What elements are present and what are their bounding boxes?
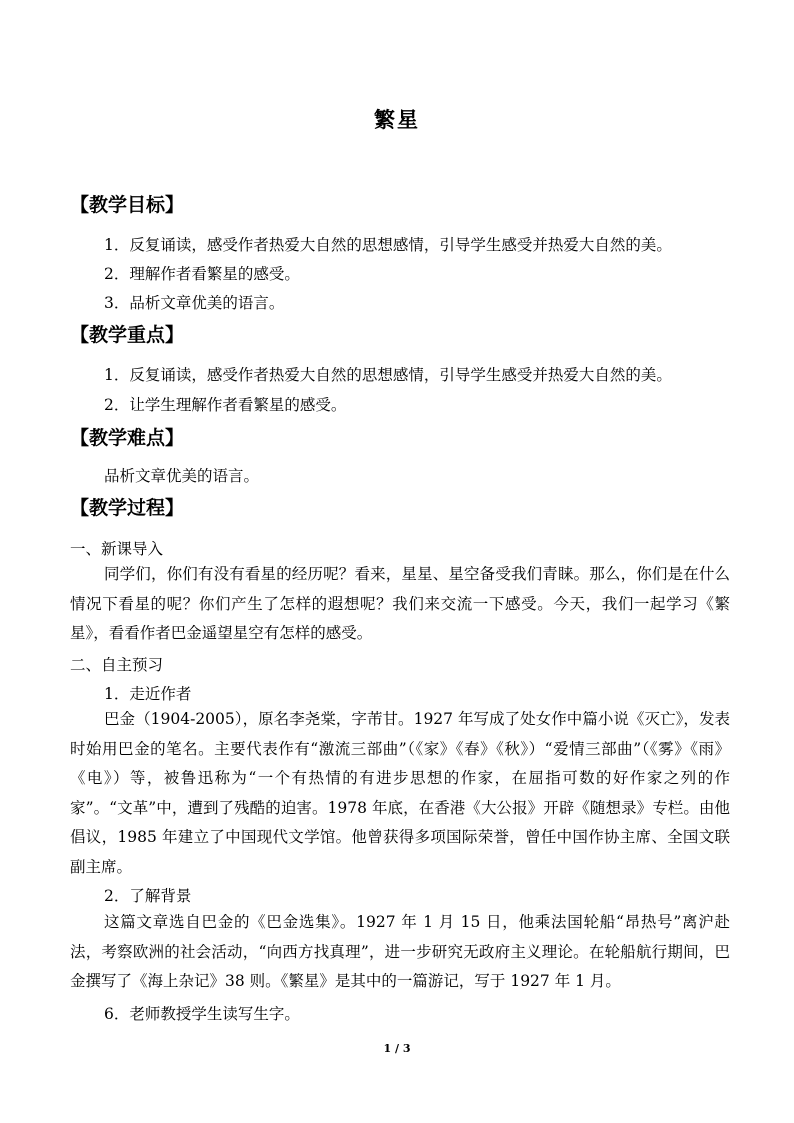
sub1-paragraph: 巴金（1904-2005），原名李尧棠，字芾甘。1927 年写成了处女作中篇小说《灭亡》，发表时始用巴金的笔名。主要代表作有“激流三部曲”（《家》《春》《秋》）“爱情三部曲”（《雾》《雨》《电》）等，被鲁迅称为“一个有热情的有进步思想的作家，在屈指可数的好作家之列的作家”。“文革”中，遭到了残酷的迫害。1978 年底，在香港《大公报》开辟《随想录》专栏。由他倡议，1985 年建立了中国现代文学馆。他曾获得多项国际荣誉，曾任中国作协主席、全国文联副主席。	[70, 710, 730, 876]
key-point-item-1: 1．反复诵读，感受作者热爱大自然的思想感情，引导学生感受并热爱大自然的美。	[104, 366, 672, 384]
page-title: 繁星	[374, 107, 420, 132]
part1-paragraph: 同学们，你们有没有看星的经历呢？看来，星星、星空备受我们青睐。那么，你们是在什么情况下看星的呢？你们产生了怎样的遐想呢？我们来交流一下感受。今天，我们一起学习《繁星》，看看作者巴金遥望星空有怎样的感受。	[70, 565, 730, 642]
heading-objectives: 【教学目标】	[70, 194, 185, 216]
key-point-item-2: 2．让学生理解作者看繁星的感受。	[104, 396, 347, 414]
objective-item-1: 1．反复诵读，感受作者热爱大自然的思想感情，引导学生感受并热爱大自然的美。	[104, 236, 672, 254]
sub1-title: 1．走近作者	[104, 685, 192, 703]
sub6-title: 6．老师教授学生读写生字。	[104, 1005, 300, 1023]
part1-title: 一、新课导入	[70, 540, 164, 558]
objective-item-3: 3．品析文章优美的语言。	[104, 294, 285, 312]
objective-item-2: 2．理解作者看繁星的感受。	[104, 265, 300, 283]
page-number: 1 / 3	[383, 1042, 411, 1055]
difficulties-text: 品析文章优美的语言。	[104, 467, 260, 485]
part2-title: 二、自主预习	[70, 656, 164, 674]
heading-key-points: 【教学重点】	[70, 324, 185, 346]
sub2-title: 2．了解背景	[104, 887, 192, 905]
sub2-paragraph: 这篇文章选自巴金的《巴金选集》。1927 年 1 月 15 日，他乘法国轮船“昂热号”离沪赴法，考察欧洲的社会活动，“向西方找真理”，进一步研究无政府主义理论。在轮船航行期间，巴金撰写了《海上杂记》38 则。《繁星》是其中的一篇游记，写于 1927 年 1 月。	[70, 913, 730, 990]
heading-difficulties: 【教学难点】	[70, 427, 185, 449]
heading-process: 【教学过程】	[70, 497, 185, 519]
